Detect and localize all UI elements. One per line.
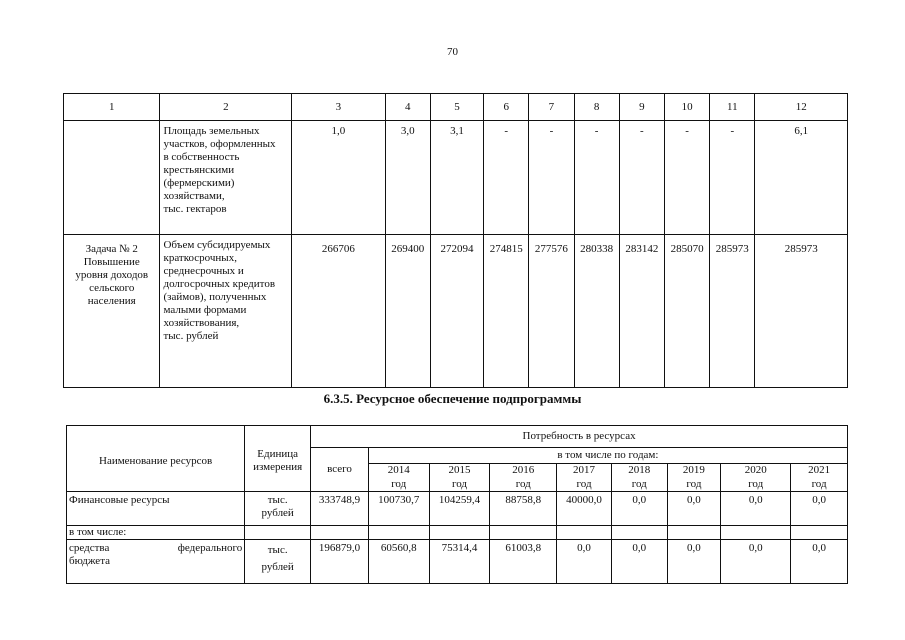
- by-years-header: в том числе по годам:: [368, 448, 847, 464]
- year-value: 0,0: [611, 540, 667, 584]
- year-header: 2016: [490, 464, 557, 478]
- year-suffix: год: [557, 478, 612, 492]
- value-cell: -: [529, 121, 574, 235]
- indicator-description: Площадь земельных участков, оформленных в собственность крестьянскими (фермерскими) хозяйствами, тыс. гектаров: [160, 121, 292, 235]
- indicator-row-land-area: [64, 121, 848, 235]
- total-cell: 333748,9: [311, 492, 369, 526]
- year-header: 2020: [721, 464, 791, 478]
- value-cell: 1,0: [292, 121, 385, 235]
- resources-table: [66, 425, 848, 584]
- column-number: 5: [430, 94, 483, 121]
- indicators-table: [63, 93, 848, 388]
- value-cell: 277576: [529, 235, 574, 388]
- value-cell: 285973: [710, 235, 755, 388]
- column-number: 3: [292, 94, 385, 121]
- table-row-financial-resources: [67, 492, 848, 526]
- year-suffix: год: [490, 478, 557, 492]
- resource-name: Финансовые ресурсы: [67, 492, 245, 526]
- year-header: 2017: [557, 464, 612, 478]
- resource-name-header: Наименование ресурсов: [67, 426, 245, 492]
- year-suffix: год: [721, 478, 791, 492]
- indicator-description: Объем субсидируемых краткосрочных, среднесрочных и долгосрочных кредитов (займов), полученных малыми формами хозяйствования, тыс. рублей: [160, 235, 292, 388]
- year-header: 2021: [791, 464, 848, 478]
- unit-cell: тыс. рублей: [245, 540, 311, 584]
- year-value: 0,0: [791, 540, 848, 584]
- year-value: 0,0: [791, 492, 848, 526]
- value-cell: -: [619, 121, 664, 235]
- value-cell: 266706: [292, 235, 385, 388]
- table-row-federal-budget: [67, 540, 848, 584]
- year-value: 0,0: [721, 540, 791, 584]
- column-number: 10: [664, 94, 709, 121]
- value-cell: 269400: [385, 235, 430, 388]
- column-number: 7: [529, 94, 574, 121]
- year-value: 0,0: [557, 540, 612, 584]
- including-label: в том числе:: [67, 526, 245, 540]
- value-cell: 272094: [430, 235, 483, 388]
- year-suffix: год: [667, 478, 721, 492]
- year-value: 100730,7: [368, 492, 429, 526]
- year-value: 75314,4: [429, 540, 490, 584]
- indicator-row-subsidized-credits: [64, 235, 848, 388]
- section-title: 6.3.5. Ресурсное обеспечение подпрограммы: [323, 391, 582, 406]
- value-cell: 274815: [484, 235, 529, 388]
- empty-cell: [429, 526, 490, 540]
- empty-cell: [721, 526, 791, 540]
- total-cell: 196879,0: [311, 540, 369, 584]
- unit-header: Единица измерения: [245, 426, 311, 492]
- year-suffix: год: [791, 478, 848, 492]
- column-number: 11: [710, 94, 755, 121]
- page-number: 70: [447, 46, 458, 58]
- year-value: 0,0: [611, 492, 667, 526]
- empty-cell: [490, 526, 557, 540]
- resources-header-row-1: [67, 426, 848, 448]
- year-header: 2019: [667, 464, 721, 478]
- task-cell: Задача № 2 Повышение уровня доходов сельского населения: [64, 235, 160, 388]
- column-number: 4: [385, 94, 430, 121]
- year-value: 0,0: [721, 492, 791, 526]
- value-cell: 283142: [619, 235, 664, 388]
- year-header: 2018: [611, 464, 667, 478]
- value-cell: 3,1: [430, 121, 483, 235]
- column-number: 12: [755, 94, 848, 121]
- indicators-header-row: [64, 94, 848, 121]
- column-number: 2: [160, 94, 292, 121]
- column-number: 6: [484, 94, 529, 121]
- value-cell: 285070: [664, 235, 709, 388]
- value-cell: -: [574, 121, 619, 235]
- empty-cell: [368, 526, 429, 540]
- resource-name: средства федерального бюджета: [67, 540, 245, 584]
- resource-needs-header: Потребность в ресурсах: [311, 426, 848, 448]
- value-cell: -: [664, 121, 709, 235]
- year-value: 0,0: [667, 492, 721, 526]
- year-value: 104259,4: [429, 492, 490, 526]
- year-value: 60560,8: [368, 540, 429, 584]
- column-number: 8: [574, 94, 619, 121]
- value-cell: -: [710, 121, 755, 235]
- empty-cell: [311, 526, 369, 540]
- year-suffix: год: [429, 478, 490, 492]
- value-cell: 6,1: [755, 121, 848, 235]
- total-header: всего: [311, 448, 369, 492]
- empty-cell: [557, 526, 612, 540]
- column-number: 1: [64, 94, 160, 121]
- table-row-including: [67, 526, 848, 540]
- empty-cell: [611, 526, 667, 540]
- year-value: 88758,8: [490, 492, 557, 526]
- year-value: 40000,0: [557, 492, 612, 526]
- value-cell: 280338: [574, 235, 619, 388]
- empty-cell: [667, 526, 721, 540]
- value-cell: 285973: [755, 235, 848, 388]
- unit-cell: тыс. рублей: [245, 492, 311, 526]
- year-suffix: год: [611, 478, 667, 492]
- task-cell: [64, 121, 160, 235]
- empty-cell: [245, 526, 311, 540]
- year-header: 2015: [429, 464, 490, 478]
- value-cell: -: [484, 121, 529, 235]
- year-suffix: год: [368, 478, 429, 492]
- column-number: 9: [619, 94, 664, 121]
- year-header: 2014: [368, 464, 429, 478]
- year-value: 61003,8: [490, 540, 557, 584]
- year-value: 0,0: [667, 540, 721, 584]
- empty-cell: [791, 526, 848, 540]
- value-cell: 3,0: [385, 121, 430, 235]
